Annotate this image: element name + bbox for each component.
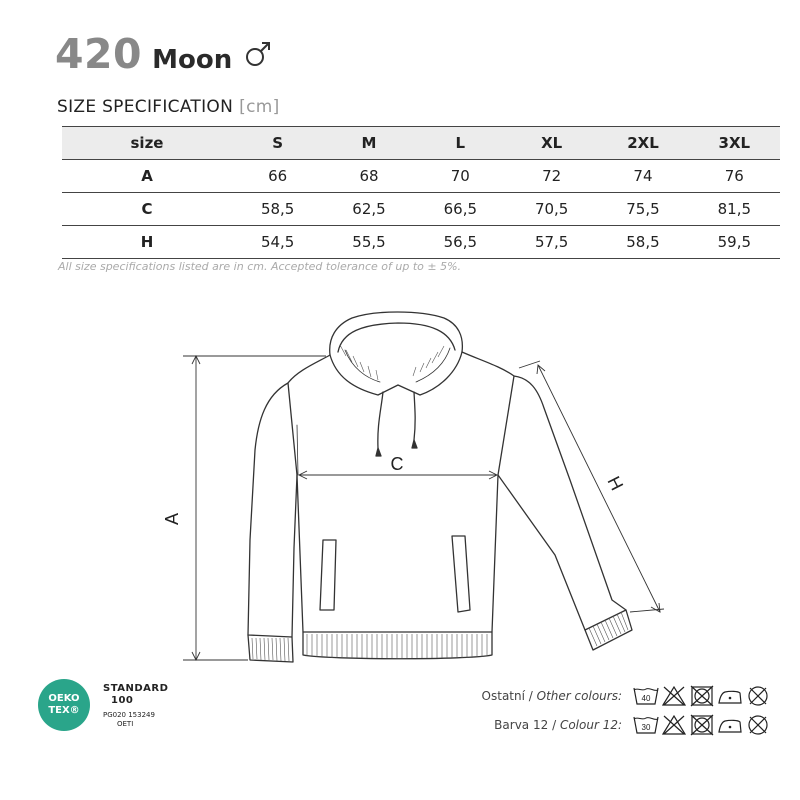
size-table-header: 2XL (597, 127, 688, 160)
hem-band (303, 632, 492, 659)
oeko-tex-badge (38, 679, 90, 731)
table-cell: 57,5 (506, 226, 597, 259)
iron-icon (716, 684, 744, 708)
size-table-header: L (415, 127, 506, 160)
size-spec-unit: [cm] (239, 97, 280, 117)
no-dry-clean-icon (744, 713, 772, 737)
oeko-badge-line2: TEX® (48, 705, 80, 716)
table-cell: 72 (506, 160, 597, 193)
table-cell: 66 (232, 160, 323, 193)
body-outline (288, 352, 514, 632)
care-label-cz: Barva 12 (494, 718, 549, 732)
table-cell: 75,5 (597, 193, 688, 226)
no-tumble-dry-icon (688, 713, 716, 737)
oeko-standard-line2: 100 (111, 695, 134, 706)
hood-inner (338, 323, 455, 352)
svg-text:40: 40 (641, 694, 651, 703)
wash-icon (632, 684, 660, 708)
iron-icon (716, 713, 744, 737)
collar (330, 352, 462, 395)
size-table-header: S (232, 127, 323, 160)
size-table-header: 3XL (689, 127, 780, 160)
size-table-header: XL (506, 127, 597, 160)
table-cell: 68 (323, 160, 414, 193)
oeko-standard (103, 683, 168, 707)
table-cell: 54,5 (232, 226, 323, 259)
measure-c-label: C (390, 454, 404, 474)
care-icons (632, 684, 772, 708)
no-bleach-icon (660, 713, 688, 737)
table-cell: 58,5 (232, 193, 323, 226)
no-bleach-icon (660, 684, 688, 708)
right-cuff (585, 610, 632, 650)
table-cell: 58,5 (597, 226, 688, 259)
oeko-standard-line1: STANDARD (103, 683, 169, 694)
size-table-header: size (62, 127, 232, 160)
product-name: Moon (152, 45, 233, 75)
table-cell: 62,5 (323, 193, 414, 226)
size-table-header: M (323, 127, 414, 160)
drawstring-left (378, 392, 383, 448)
care-label-cz: Ostatní (481, 689, 525, 703)
size-spec-title-text: SIZE SPECIFICATION (57, 97, 234, 117)
measure-a-label: A (162, 512, 182, 526)
left-cuff (248, 635, 293, 662)
care-label-separator: / (552, 718, 557, 732)
table-cell: 70,5 (506, 193, 597, 226)
care-label-en: Colour 12: (559, 718, 622, 732)
product-number: 420 (55, 30, 143, 78)
measure-h-label: H (603, 472, 628, 494)
table-cell: 70 (415, 160, 506, 193)
drawstring-right (414, 392, 415, 440)
measure-h-line (538, 365, 660, 612)
care-label (482, 689, 622, 703)
oeko-code-line1: PG020 153249 (103, 711, 155, 719)
table-cell: 56,5 (415, 226, 506, 259)
table-cell: 81,5 (689, 193, 780, 226)
tolerance-note: All size specifications listed are in cm. Accepted tolerance of up to ± 5%. (58, 260, 462, 273)
table-cell: 66,5 (415, 193, 506, 226)
table-cell: 55,5 (323, 226, 414, 259)
care-row (400, 683, 772, 709)
care-label (494, 718, 622, 732)
table-cell: 74 (597, 160, 688, 193)
svg-text:30: 30 (641, 723, 651, 732)
table-row-label: H (62, 226, 232, 259)
pocket-right (452, 536, 470, 612)
care-icons (632, 713, 772, 737)
table-row-label: C (62, 193, 232, 226)
table-cell: 59,5 (689, 226, 780, 259)
care-row (400, 712, 772, 738)
table-cell: 76 (689, 160, 780, 193)
oeko-code-line2: OETI (117, 720, 134, 728)
no-dry-clean-icon (744, 684, 772, 708)
oeko-code (103, 711, 155, 729)
wash-icon (632, 713, 660, 737)
care-label-separator: / (528, 689, 533, 703)
oeko-badge-line1: OEKO (48, 693, 80, 704)
care-label-en: Other colours: (536, 689, 622, 703)
no-tumble-dry-icon (688, 684, 716, 708)
left-sleeve (248, 383, 297, 637)
pocket-left (320, 540, 336, 610)
table-row-label: A (62, 160, 232, 193)
measure-h-top (519, 361, 540, 368)
